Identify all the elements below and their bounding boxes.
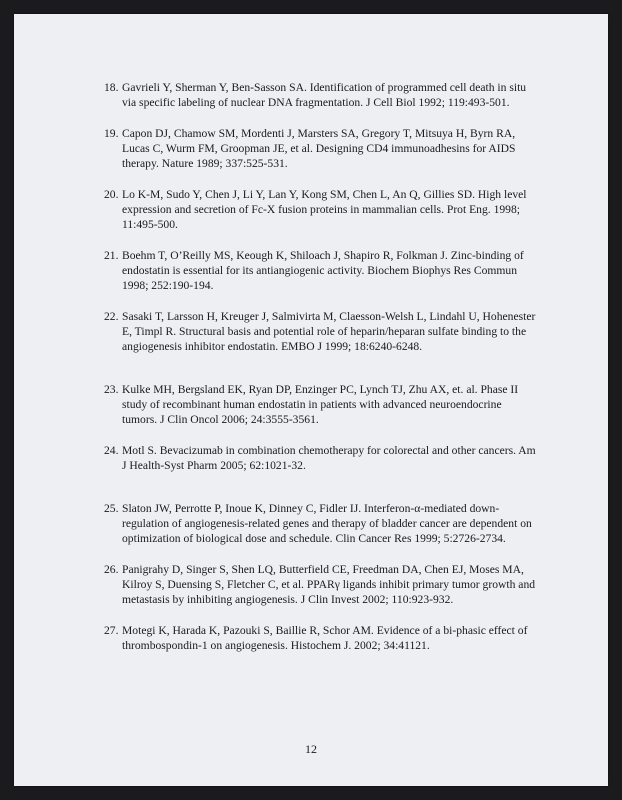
reference-text: Slaton JW, Perrotte P, Inoue K, Dinney C, Fidler IJ. Interferon-α-mediated down-regulation of angiogenesis-related genes and therapy of bladder cancer are dependent on optimization of biological dose and schedule. Clin Cancer Res 1999; 5:2726-2734. [122,502,532,545]
page-number: 12 [305,742,317,756]
reference-text: Motegi K, Harada K, Pazouki S, Baillie R, Schor AM. Evidence of a bi-phasic effect of thrombospondin-1 on angiogenesis. Histochem J. 2002; 34:41121. [122,624,528,652]
document-page [14,14,608,786]
reference-item [104,562,536,607]
reference-item [104,126,536,171]
reference-text: Motl S. Bevacizumab in combination chemotherapy for colorectal and other cancers. Am J Health-Syst Pharm 2005; 62:1021-32. [122,444,536,472]
reference-text: Kulke MH, Bergsland EK, Ryan DP, Enzinger PC, Lynch TJ, Zhu AX, et. al. Phase II study of recombinant human endostatin in patients with advanced neuroendocrine tumors. J Clin Oncol 2006; 24:3555-3561. [122,383,519,426]
reference-item [104,623,536,653]
reference-text: Capon DJ, Chamow SM, Mordenti J, Marsters SA, Gregory T, Mitsuya H, Byrn RA, Lucas C, Wurm FM, Groopman JE, et al. Designing CD4 immunoadhesins for AIDS therapy. Nature 1989; 337:525-531. [122,127,516,170]
reference-item [104,309,536,354]
reference-text: Panigrahy D, Singer S, Shen LQ, Butterfield CE, Freedman DA, Chen EJ, Moses MA, Kilroy S, Duensing S, Fletcher C, et al. PPARγ ligands inhibit primary tumor growth and metastasis by inhibiting angiogenesis. J Clin Invest 2002; 110:923-932. [122,563,536,606]
reference-text: Lo K-M, Sudo Y, Chen J, Li Y, Lan Y, Kong SM, Chen L, An Q, Gillies SD. High level expression and secretion of Fc-X fusion proteins in mammalian cells. Prot Eng. 1998; 11:495-500. [122,188,527,231]
reference-number: 26. [104,563,119,576]
reference-list [104,80,536,669]
reference-text: Sasaki T, Larsson H, Kreuger J, Salmivirta M, Claesson-Welsh L, Lindahl U, Hohenester E, Timpl R. Structural basis and potential role of heparin/heparan sulfate binding to the angiogenesis inhibitor endostatin. EMBO J 1999; 18:6240-6248. [122,310,536,353]
reference-item [104,187,536,232]
reference-item [104,443,536,473]
reference-number: 24. [104,444,119,457]
reference-number: 25. [104,502,119,515]
reference-number: 20. [104,188,119,201]
reference-number: 19. [104,127,119,140]
reference-number: 23. [104,383,119,396]
reference-text: Gavrieli Y, Sherman Y, Ben-Sasson SA. Identification of programmed cell death in situ via specific labeling of nuclear DNA fragmentation. J Cell Biol 1992; 119:493-501. [122,81,527,109]
reference-item [104,501,536,546]
reference-number: 27. [104,624,119,637]
reference-item [104,80,536,110]
reference-item [104,248,536,293]
reference-number: 18. [104,81,119,94]
reference-number: 21. [104,249,119,262]
reference-item [104,382,536,427]
reference-number: 22. [104,310,119,323]
reference-text: Boehm T, O’Reilly MS, Keough K, Shiloach J, Shapiro R, Folkman J. Zinc-binding of endostatin is essential for its antiangiogenic activity. Biochem Biophys Res Commun 1998; 252:190-194. [122,249,524,292]
